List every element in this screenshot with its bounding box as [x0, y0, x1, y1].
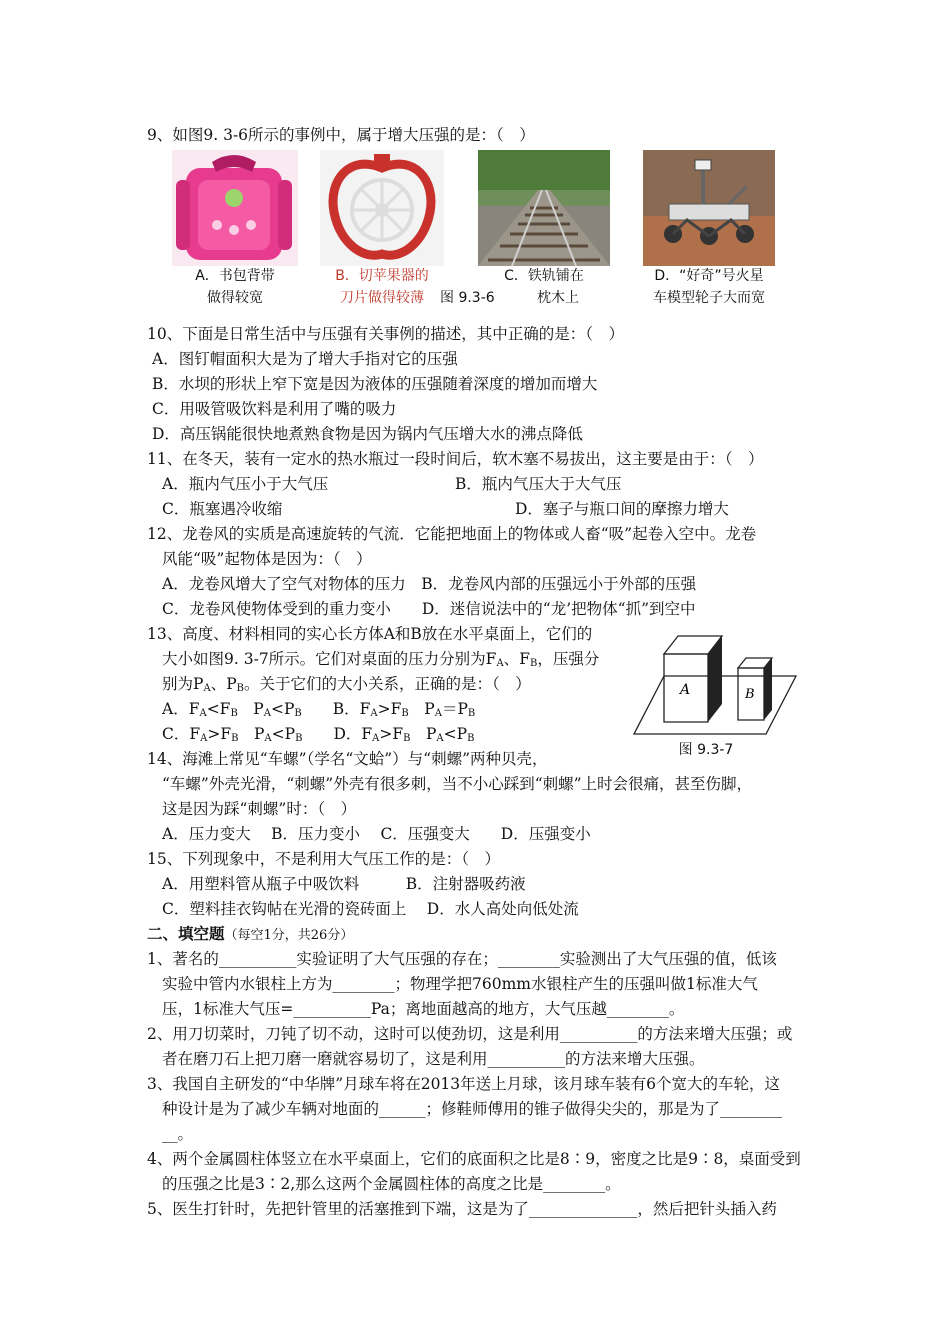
fill2-line2: 者在磨刀石上把刀磨一磨就容易切了，这是利用__________的方法来增大压强。 — [162, 1050, 705, 1068]
railway-photo — [478, 150, 610, 266]
fill4-line2: 的压强之比是3∶2,那么这两个金属圆柱体的高度之比是________。 — [162, 1175, 621, 1193]
figure-9-3-7-label: 图 9.3-7 — [678, 742, 734, 758]
fill3-line1: 3、我国自主研发的“中华牌”月球车将在2013年送上月球，该月球车装有6个宽大的车轮，这 — [147, 1075, 781, 1093]
block-b-label: B — [745, 687, 755, 702]
q12-options-ab: A．龙卷风增大了空气对物体的压力 B．龙卷风内部的压强远小于外部的压强 — [162, 575, 697, 593]
caption-b-line1: B．切苹果器的 — [335, 268, 429, 284]
q11-option-b: B．瓶内气压大于大气压 — [455, 475, 622, 493]
caption-d-line1: D．“好奇”号火星 — [654, 268, 764, 284]
q13-stem-line2: 大小如图9. 3-7所示。它们对桌面的压力分别为$F_A$、$F_B$，压强分 — [162, 650, 600, 669]
blocks-ab-diagram — [630, 628, 800, 738]
block-a-label: A — [680, 682, 691, 698]
caption-d-line2: 车模型轮子大而宽 — [653, 290, 765, 306]
caption-c-line1: C．铁轨铺在 — [504, 268, 584, 284]
fill1-line3: 压，1标准大气压=__________Pa；离地面越高的地方，大气压越________。 — [162, 1000, 685, 1018]
apple-slicer-photo — [320, 150, 444, 266]
q10-option-a: A．图钉帽面积大是为了增大手指对它的压强 — [152, 350, 458, 368]
q9-stem: 9、如图9. 3-6所示的事例中，属于增大压强的是：（ ） — [147, 126, 535, 144]
fill3-line3: __。 — [162, 1125, 194, 1143]
q13-stem-line1: 13、高度、材料相同的实心长方体A和B放在水平桌面上，它们的 — [147, 625, 593, 643]
q14-stem-line3: 这是因为踩“刺螺”时：（ ） — [162, 800, 357, 818]
q15-options-cd: C．塑料挂衣钩帖在光滑的瓷砖面上 D．水人高处向低处流 — [162, 900, 579, 918]
fill5-line1: 5、医生打针时，先把针管里的活塞推到下端，这是为了______________，然后把针头插入药 — [147, 1200, 777, 1218]
fill1-line2: 实验中管内水银柱上方为________；物理学把760mm水银柱产生的压强叫做1标准大气 — [162, 975, 758, 993]
q13-options-cd: C．$F_A>F_B$ $P_A<P_B$ D．$F_A>F_B$ $P_A<P_B$ — [162, 725, 475, 744]
fill1-line1: 1、著名的__________实验证明了大气压强的存在；________实验测出了大气压强的值，低该 — [147, 950, 777, 968]
q14-stem-line1: 14、海滩上常见“车螺”（学名“文蛤”）与“刺螺”两种贝壳， — [147, 750, 548, 768]
q14-options: A．压力变大 B．压力变小 C．压强变大 D．压强变小 — [162, 825, 591, 843]
q10-option-b: B．水坝的形状上窄下宽是因为液体的压强随着深度的增加而增大 — [152, 375, 598, 393]
q12-stem-line1: 12、龙卷风的实质是高速旋转的气流．它能把地面上的物体或人畜“吸”起卷入空中。龙卷 — [147, 525, 757, 543]
caption-a-line2: 做得较宽 — [207, 290, 263, 306]
q11-option-a: A．瓶内气压小于大气压 — [162, 475, 329, 493]
q15-stem: 15、下列现象中，不是利用大气压工作的是：（ ） — [147, 850, 500, 868]
q12-options-cd: C．龙卷风使物体受到的重力变小 D．迷信说法中的“龙’把物体“抓”到空中 — [162, 600, 696, 618]
backpack-photo — [172, 150, 298, 266]
q10-option-d: D．高压锅能很快地煮熟食物是因为锅内气压增大水的沸点降低 — [152, 425, 583, 443]
q12-stem-line2: 风能“吸”起物体是因为：（ ） — [162, 550, 372, 568]
q15-options-ab: A．用塑料管从瓶子中吸饮料 B．注射器吸药液 — [162, 875, 526, 893]
q11-option-d: D．塞子与瓶口间的摩擦力增大 — [515, 500, 729, 518]
q13-options-ab: A．$F_A<F_B$ $P_A<P_B$ B．$F_A>F_B$ $P_A=P_B$ — [162, 700, 476, 719]
section-2-heading: 二、填空题（每空1分，共26分） — [147, 924, 354, 943]
q11-option-c: C．瓶塞遇冷收缩 — [162, 500, 283, 518]
caption-a-line1: A．书包背带 — [195, 268, 275, 284]
mars-rover-photo — [643, 150, 775, 266]
q10-stem: 10、下面是日常生活中与压强有关事例的描述，其中正确的是：（ ） — [147, 325, 624, 343]
q14-stem-line2: “车螺”外壳光滑，“刺螺”外壳有很多刺，当不小心踩到“刺螺”上时会很痛，甚至伤脚， — [162, 775, 753, 793]
caption-c-line2: 枕木上 — [537, 290, 579, 306]
fill3-line2: 种设计是为了减少车辆对地面的______；修鞋师傅用的锥子做得尖尖的，那是为了________ — [162, 1100, 783, 1118]
fill4-line1: 4、两个金属圆柱体竖立在水平桌面上，它们的底面积之比是8∶9，密度之比是9∶8，桌面受到 — [147, 1150, 801, 1168]
q10-option-c: C．用吸管吸饮料是利用了嘴的吸力 — [152, 400, 397, 418]
q13-stem-line3: 别为$P_A$、$P_B$。关于它们的大小关系，正确的是：（ ） — [162, 675, 531, 694]
q11-stem: 11、在冬天，装有一定水的热水瓶过一段时间后，软木塞不易拔出，这主要是由于：（ ） — [147, 450, 764, 468]
caption-b-line2: 刀片做得较薄 — [340, 290, 424, 306]
figure-9-3-6-label: 图 9.3-6 — [440, 290, 495, 306]
fill2-line1: 2、用刀切菜时，刀钝了切不动，这时可以使劲切，这是利用__________的方法来增大压强；或 — [147, 1025, 793, 1043]
